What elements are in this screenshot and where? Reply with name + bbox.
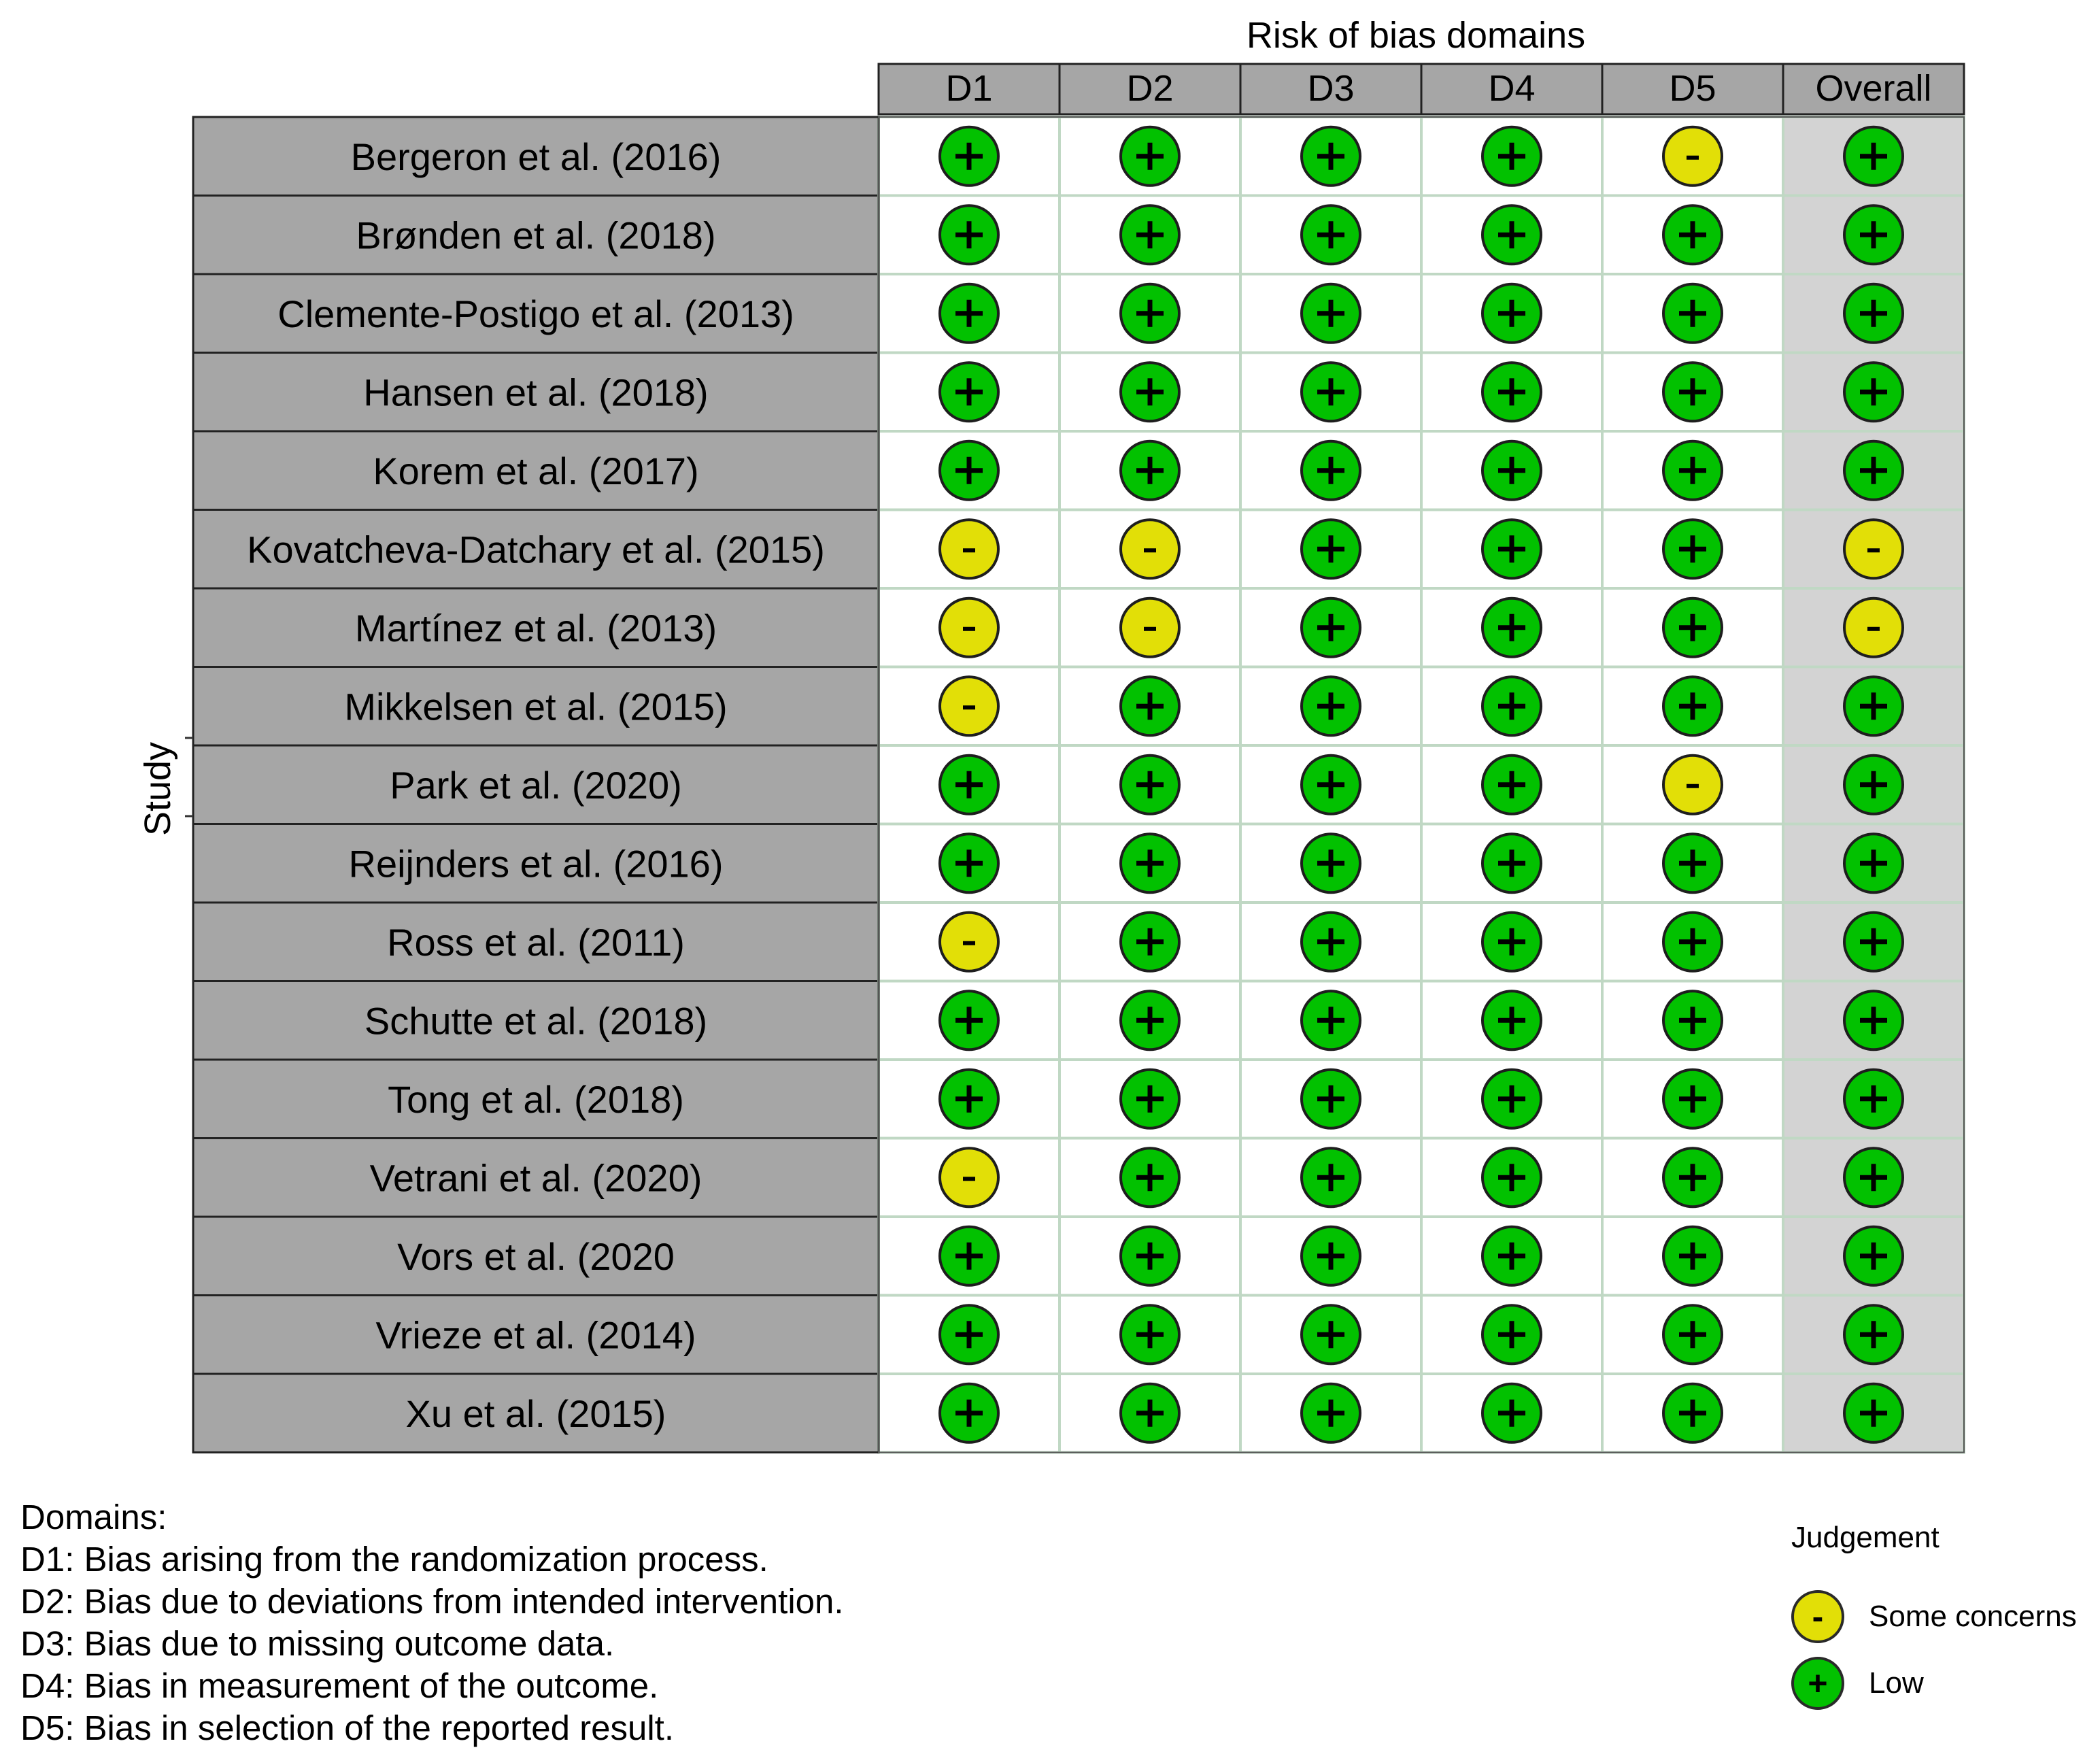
study-label: Bergeron et al. (2016) — [350, 135, 722, 178]
study-label: Hansen et al. (2018) — [363, 371, 709, 414]
column-header-label: D5 — [1669, 68, 1716, 109]
study-label: Vrieze et al. (2014) — [375, 1313, 696, 1357]
some-concerns-symbol-icon: - — [1791, 1590, 1844, 1643]
study-label: Xu et al. (2015) — [405, 1392, 666, 1435]
low-symbol-icon: + — [1791, 1657, 1844, 1710]
study-label: Brønden et al. (2018) — [356, 214, 716, 257]
study-label: Martínez et al. (2013) — [354, 606, 717, 650]
study-label: Tong et al. (2018) — [388, 1077, 684, 1121]
study-label: Ross et al. (2011) — [387, 920, 685, 964]
column-header-label: D2 — [1126, 68, 1174, 109]
study-label: Kovatcheva-Datchary et al. (2015) — [247, 528, 825, 571]
legend-item-low — [1791, 1650, 2100, 1717]
column-header-label: D3 — [1307, 68, 1355, 109]
column-header-label: Overall — [1815, 68, 1932, 109]
legend-label-some-concerns: Some concerns — [1869, 1600, 2077, 1633]
legend-label-low: Low — [1869, 1666, 1924, 1700]
domain-item-d1: D1: Bias arising from the randomization process. — [20, 1540, 768, 1579]
study-label: Korem et al. (2017) — [373, 449, 699, 492]
column-header-label: D4 — [1488, 68, 1536, 109]
domain-item-d4: D4: Bias in measurement of the outcome. — [20, 1666, 659, 1705]
domains-legend — [20, 1496, 844, 1749]
grid-layer — [185, 64, 1964, 1453]
judgement-legend-title: Judgement — [1791, 1521, 1940, 1554]
domain-item-d5: D5: Bias in selection of the reported result. — [20, 1708, 675, 1747]
study-label: Clemente-Postigo et al. (2013) — [277, 292, 794, 335]
study-label: Park et al. (2020) — [390, 763, 682, 807]
judgement-legend — [1791, 1521, 2100, 1717]
legend-item-some-concerns — [1791, 1583, 2100, 1650]
y-axis-label: Study — [137, 741, 178, 837]
chart-title: Risk of bias domains — [1246, 15, 1586, 56]
study-label: Mikkelsen et al. (2015) — [344, 685, 728, 728]
study-label: Vors et al. (2020 — [397, 1234, 675, 1278]
domain-item-d3: D3: Bias due to missing outcome data. — [20, 1624, 615, 1663]
domain-item-d2: D2: Bias due to deviations from intended intervention. — [20, 1582, 844, 1621]
study-label: Schutte et al. (2018) — [364, 999, 708, 1043]
study-label: Reijnders et al. (2016) — [348, 842, 724, 886]
domains-heading: Domains: — [20, 1498, 167, 1536]
study-label: Vetrani et al. (2020) — [369, 1156, 702, 1200]
column-header-label: D1 — [945, 68, 993, 109]
